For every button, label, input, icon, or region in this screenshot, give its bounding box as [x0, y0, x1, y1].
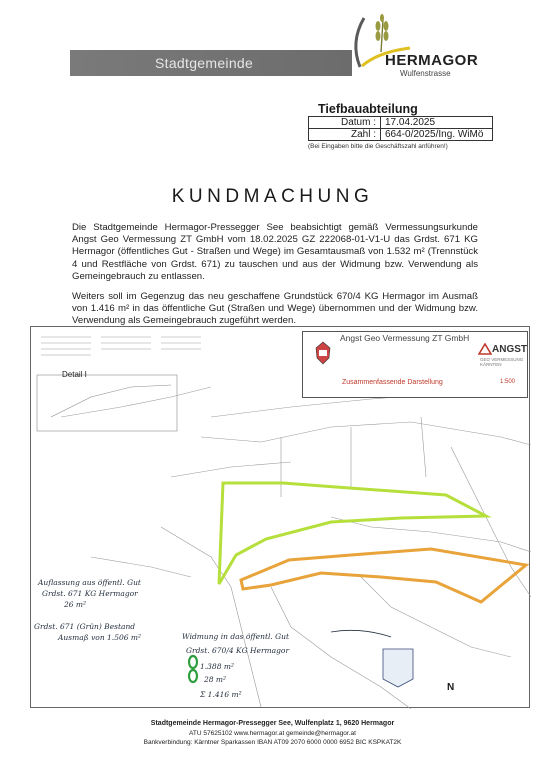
surveyor-firm: Angst Geo Vermessung ZT GmbH	[340, 333, 470, 343]
hand-note: Ausmaß von 1.506 m²	[58, 633, 142, 642]
date-key: Datum :	[309, 117, 381, 129]
table-row	[309, 129, 493, 141]
austria-eagle-icon	[310, 338, 336, 368]
footer-address: Stadtgemeinde Hermagor-Pressegger See, Wulfenplatz 1, 9620 Hermagor	[150, 720, 395, 727]
hand-note: 26 m²	[64, 600, 87, 609]
header-band-text: Stadtgemeinde	[155, 55, 254, 71]
department-title: Tiefbauabteilung	[318, 102, 418, 116]
plan-heading: Zusammenfassende Darstellung	[342, 379, 443, 386]
orange-parcel	[241, 549, 526, 602]
angst-subtitle: GEO VERMESSUNG KÄRNTEN	[480, 357, 524, 367]
parcel-lines	[61, 387, 531, 709]
footer-bank: Bankverbindung: Kärntner Sparkassen IBAN AT09 2070 6000 0000 6952 BIC KSPKAT2K	[143, 739, 402, 746]
plan-scale: 1:500	[500, 379, 516, 385]
detail-inset	[37, 375, 177, 431]
hand-note: 28 m²	[204, 675, 227, 684]
hand-note: Σ 1.416 m²	[200, 690, 242, 699]
document-title: KUNDMACHUNG	[171, 186, 374, 207]
paragraph-2: Weiters soll im Gegenzug das neu geschaffene Grundstück 670/4 KG Hermagor im Ausmaß von 1.416 m² in das öffentliche Gut (Straßen und Wege) übernommen und der Widmung bzw. Verwendung als Gemeingebrauch zugeführt werden.	[72, 291, 478, 327]
angst-logo-text: ANGST	[492, 344, 527, 355]
hand-note: Grdst. 671 KG Hermagor	[42, 589, 138, 598]
legend-lines	[41, 337, 201, 355]
hand-note: 1.388 m²	[200, 662, 234, 671]
detail-label: Detail I	[62, 370, 87, 379]
logo-name: HERMAGOR	[385, 52, 479, 69]
green-parcel	[219, 483, 486, 584]
department-note: (Bei Eingaben bitte die Geschäftszahl anführen!)	[308, 143, 448, 150]
hand-note: Grdst. 670/4 KG Hermagor	[186, 646, 290, 655]
table-row	[309, 117, 493, 129]
department-table	[308, 116, 493, 141]
reference-key: Zahl :	[309, 129, 381, 141]
angst-triangle-icon	[478, 343, 492, 355]
logo-subtitle: Wulfenstrasse	[400, 69, 451, 78]
date-value: 17.04.2025	[381, 117, 493, 129]
hand-note: Grdst. 671 (Grün) Bestand	[34, 622, 136, 631]
coat-of-arms-icon	[383, 649, 413, 687]
hand-note: Widmung in das öffentl. Gut	[182, 632, 289, 641]
paragraph-1: Die Stadtgemeinde Hermagor-Pressegger See beabsichtigt gemäß Vermessungsurkunde Angst Geo Vermessung ZT GmbH vom 18.02.2025 GZ 222068-01-V1-U das Grdst. 671 KG Hermagor (öffentliches Gut - Straßen und Wege) im Gesamtausmaß von 1.532 m² (Trennstück 4 und Restfläche von Grdst. 671) zu tauschen und aus der Widmung bzw. Verwendung als Gemeingebrauch zu entlassen.	[72, 222, 478, 282]
hand-note: Auflassung aus öffentl. Gut	[38, 578, 141, 587]
footer-contact: ATU 57625102 www.hermagor.at gemeinde@hermagor.at	[189, 730, 356, 737]
north-arrow-icon: N	[447, 682, 455, 693]
green-marker-icon	[189, 656, 197, 668]
reference-value: 664-0/2025/Ing. WiMö	[381, 129, 493, 141]
